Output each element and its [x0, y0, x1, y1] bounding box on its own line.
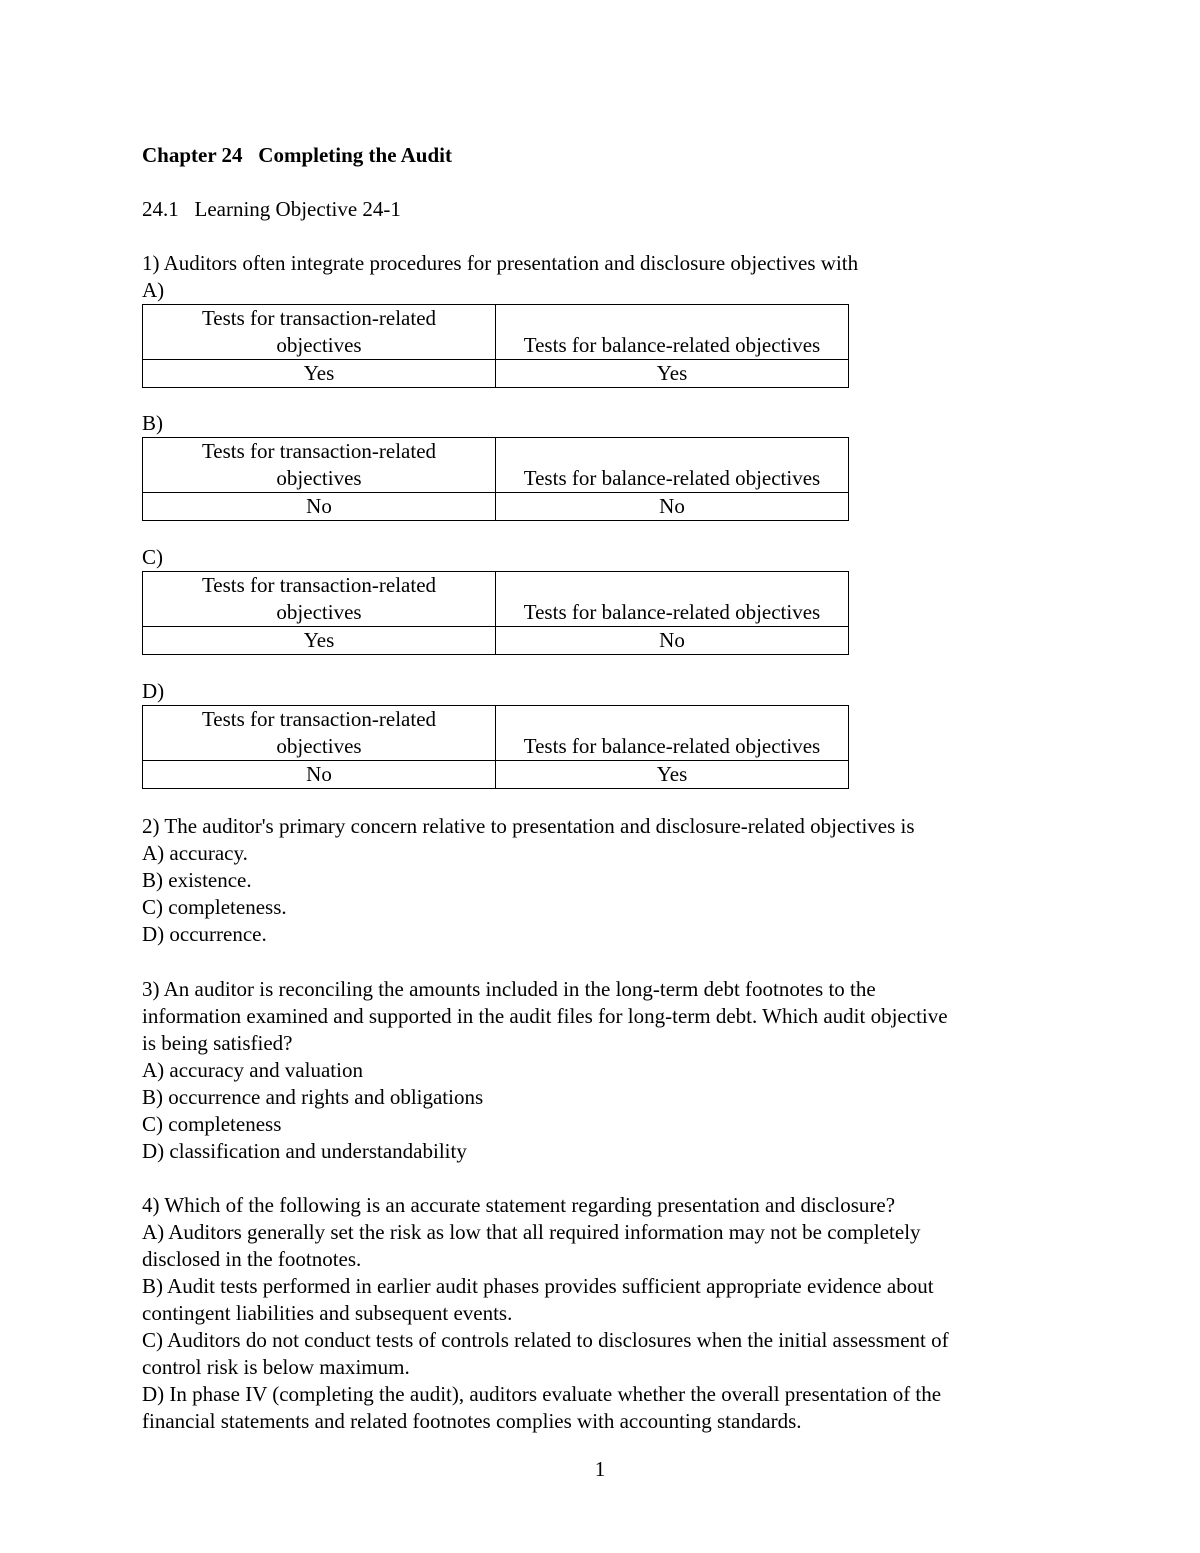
option-b-header-transaction — [143, 438, 496, 493]
option-b-label: B) — [142, 411, 163, 435]
question-3-stem-line2: information examined and supported in the audit files for long-term debt. Which audit objective — [142, 1004, 948, 1028]
section-title: 24.1 Learning Objective 24-1 — [142, 197, 401, 221]
option-c-header-transaction — [143, 572, 496, 627]
option-c-table — [142, 571, 849, 655]
question-2 — [142, 813, 1072, 948]
option-c-balance-value: No — [496, 627, 849, 655]
question-1 — [142, 250, 1072, 388]
page-number: 1 — [594, 1457, 606, 1481]
header-transaction-line1: Tests for transaction-related — [201, 573, 437, 597]
option-d — [142, 678, 1072, 789]
option-d-transaction-value: No — [143, 761, 496, 789]
header-transaction-line2: objectives — [276, 734, 362, 758]
option-c-label: C) — [142, 545, 163, 569]
question-4-option-d-line2: financial statements and related footnotes complies with accounting standards. — [142, 1409, 802, 1433]
option-a-header-transaction — [143, 305, 496, 360]
question-3-option-a: A) accuracy and valuation — [142, 1058, 363, 1082]
option-d-balance-value: Yes — [496, 761, 849, 789]
question-2-stem: 2) The auditor's primary concern relative to presentation and disclosure-related objectives is — [142, 814, 915, 838]
header-transaction-line2: objectives — [276, 600, 362, 624]
option-a-table — [142, 304, 849, 388]
question-2-option-d: D) occurrence. — [142, 922, 267, 946]
option-b-header-balance: Tests for balance-related objectives — [496, 438, 849, 493]
option-d-table — [142, 705, 849, 789]
question-3-option-d: D) classification and understandability — [142, 1139, 467, 1163]
question-4-option-a-line1: A) Auditors generally set the risk as low that all required information may not be completely — [142, 1220, 921, 1244]
option-b-table — [142, 437, 849, 521]
question-2-option-b: B) existence. — [142, 868, 252, 892]
question-4-option-c-line2: control risk is below maximum. — [142, 1355, 410, 1379]
option-d-header-balance: Tests for balance-related objectives — [496, 706, 849, 761]
question-2-option-c: C) completeness. — [142, 895, 287, 919]
option-b — [142, 410, 1072, 521]
option-d-header-transaction — [143, 706, 496, 761]
option-a-label: A) — [142, 278, 165, 302]
header-transaction-line1: Tests for transaction-related — [201, 707, 437, 731]
option-d-label: D) — [142, 679, 165, 703]
option-c-transaction-value: Yes — [143, 627, 496, 655]
question-4-option-a-line2: disclosed in the footnotes. — [142, 1247, 362, 1271]
question-4 — [142, 1192, 1072, 1435]
header-transaction-line2: objectives — [276, 466, 362, 490]
question-3-option-c: C) completeness — [142, 1112, 282, 1136]
option-b-transaction-value: No — [143, 493, 496, 521]
question-3-stem-line1: 3) An auditor is reconciling the amounts included in the long-term debt footnotes to the — [142, 977, 876, 1001]
question-2-option-a: A) accuracy. — [142, 841, 248, 865]
question-4-option-c-line1: C) Auditors do not conduct tests of controls related to disclosures when the initial assessment of — [142, 1328, 949, 1352]
question-3 — [142, 976, 1072, 1165]
option-a-balance-value: Yes — [496, 360, 849, 388]
header-transaction-line2: objectives — [276, 333, 362, 357]
header-transaction-line1: Tests for transaction-related — [201, 306, 437, 330]
question-4-option-b-line2: contingent liabilities and subsequent events. — [142, 1301, 513, 1325]
option-a-transaction-value: Yes — [143, 360, 496, 388]
question-4-option-b-line1: B) Audit tests performed in earlier audit phases provides sufficient appropriate evidence about — [142, 1274, 934, 1298]
option-a-header-balance: Tests for balance-related objectives — [496, 305, 849, 360]
question-3-option-b: B) occurrence and rights and obligations — [142, 1085, 484, 1109]
option-c-header-balance: Tests for balance-related objectives — [496, 572, 849, 627]
question-1-stem: 1) Auditors often integrate procedures for presentation and disclosure objectives with — [142, 251, 859, 275]
question-4-option-d-line1: D) In phase IV (completing the audit), auditors evaluate whether the overall presentation of the — [142, 1382, 942, 1406]
header-transaction-line1: Tests for transaction-related — [201, 439, 437, 463]
option-c — [142, 544, 1072, 655]
chapter-title: Chapter 24 Completing the Audit — [142, 143, 452, 167]
option-b-balance-value: No — [496, 493, 849, 521]
question-4-stem: 4) Which of the following is an accurate statement regarding presentation and disclosure? — [142, 1193, 896, 1217]
question-3-stem-line3: is being satisfied? — [142, 1031, 293, 1055]
